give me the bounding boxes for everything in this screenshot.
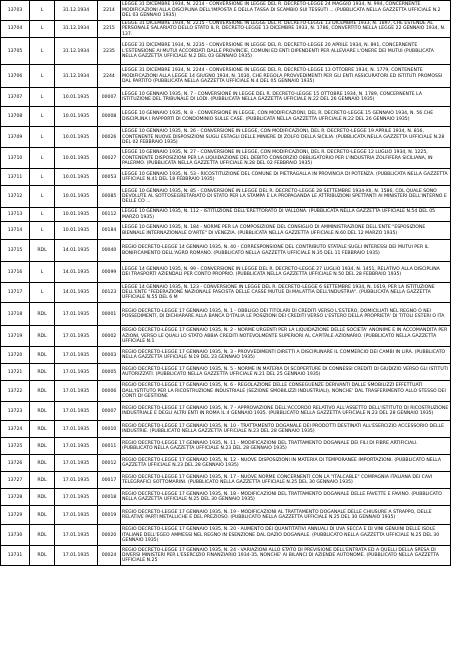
record-number-cell: 13723 [1, 402, 30, 421]
record-text-cell: LEGGE 10 GENNAIO 1935, N. 85 - CONVERSIONE IN LEGGE DEL R. DECRETO-LEGGE 28 SETTEMBRE 1934-XII, N. 1586, COL QUALE SONO DEVOLUTE AL SOTTOSEGRETARIATO DI STATO PER LA STAMPA E LA PROPAGANDA LE ATTRIBUZIONI SPETTANTI AI MINISTERI DELL'INTERNO E DELLE CO ... [121, 186, 451, 208]
record-code-cell: 00001 [98, 303, 121, 326]
record-code-cell: 00007 [98, 88, 121, 107]
record-number-cell: 13707 [1, 88, 30, 107]
record-number-cell: 13728 [1, 489, 30, 506]
record-date-cell: 17.01.1935 [55, 364, 98, 381]
record-date-cell: 17.01.1935 [55, 326, 98, 347]
record-number-cell: 13712 [1, 186, 30, 208]
table-row [1, 240, 451, 262]
record-date-cell: 31.12.1934 [55, 1, 98, 21]
record-code-cell: 00099 [98, 262, 121, 283]
record-text-cell: LEGGE 10 GENNAIO 1935, N. 53 - RICOSTITUZIONE DEL COMUNE DI PIETRAGALLA IN PROVINCIA DI POTENZA. (PUBBLICATA NELLA GAZZETTA UFFICIALE N.41 DEL 18 FEBBRAIO 1935) [121, 169, 451, 186]
record-number-cell: 13711 [1, 169, 30, 186]
record-type-cell: RDL [30, 455, 55, 472]
record-date-cell: 17.01.1935 [55, 455, 98, 472]
record-code-cell: 00006 [98, 381, 121, 402]
record-text-cell: REGIO DECRETO-LEGGE 17 GENNAIO 1935, N. 6 - REGOLAZIONE DELLE CONSEGUENZE DERIVANTI DALLE SMOBILIZZI EFFETTUATI DALL'ISTITUTO PER LA RICOSTRUZIONE INDUSTRIALE (SEZIONE SMOBILIZZI INDUSTRIALI), NONCHE' DAL TRASFERIMENTO ALLO STESSO DEI CONTI DI GESTIONE [121, 381, 451, 402]
record-type-cell: L [30, 1, 55, 21]
record-type-cell: RDL [30, 438, 55, 455]
record-text-cell: LEGGE 14 GENNAIO 1935, N. 99 - CONVERSIONE IN LEGGE DEL R. DECRETO-LEGGE 27 LUGLIO 1934, N. 1451, RELATIVO ALLA DISCIPLINA DEI TRASPORTI AZIENDALI PER CONTO PROPRIO. (PUBBLICATA NELLA GAZZETTA UFFICIALE N.50 DEL 28 FEBBRAIO 1935) [121, 262, 451, 283]
record-code-cell: 00005 [98, 364, 121, 381]
record-text-cell: REGIO DECRETO-LEGGE 14 GENNAIO 1935, N. 40 - CORRESPONSIONE DEL CONTRIBUTO STATALE SUGLI INTERESSI DEI MUTUI PER IL BONIFICAMENTO DELL'AGRO ROMANO. (PUBBLICATO NELLA GAZZETTA UFFICIALE N.35 DEL 11 FEBBRAIO 1935) [121, 240, 451, 262]
record-code-cell: 00040 [98, 240, 121, 262]
table-row [1, 38, 451, 65]
record-text-cell: LEGGE 14 GENNAIO 1935, N. 123 - CONVERSIONE IN LEGGE DEL R. DECRETO-LEGGE 6 SETTEMBRE 1934, N. 1619, PER LA ISTITUZIONE DELL'ENTE "FEDERAZIONE NAZIONALE FASCISTA DELLE CASSE MUTUE DI MALATTIA DELL'INDUSTRIA". (PUBBLICATA NELLA GAZZETTA UFFICIALE N.55 DEL 6 M [121, 283, 451, 303]
record-code-cell: 00008 [98, 107, 121, 127]
record-date-cell: 31.12.1934 [55, 65, 98, 88]
record-date-cell: 17.01.1935 [55, 438, 98, 455]
record-date-cell: 17.01.1935 [55, 347, 98, 364]
record-number-cell: 13716 [1, 262, 30, 283]
record-date-cell: 17.01.1935 [55, 402, 98, 421]
record-type-cell: L [30, 127, 55, 148]
record-type-cell: RDL [30, 506, 55, 525]
table-row [1, 438, 451, 455]
record-date-cell: 10.01.1935 [55, 222, 98, 240]
record-text-cell: REGIO DECRETO-LEGGE 17 GENNAIO 1935, N. 7 - APPROVAZIONE DELL'ACCORDO RELATIVO ALL'ASSETTO DELL'ISTITUTO DI RICOSTRUZIONE INDUSTRIALE E DEGLI ALTRI ENTI IN ROMA IL 4 GENNAIO 1935. (PUBBLICATO NELLA GAZZETTA UFFICIALE N.23 DEL 28 GENNAIO 1935) [121, 402, 451, 421]
record-type-cell: RDL [30, 421, 55, 438]
record-code-cell: 00026 [98, 127, 121, 148]
record-text-cell: REGIO DECRETO-LEGGE 17 GENNAIO 1935, N. 2 - NORME URGENTI PER LA LIQUIDAZIONE DELLE SOCIETA' ANONIME E IN ACCOMANDITA PER AZIONI, VERSO LE QUALI LO STATO ABBIA CREDITI NOTEVOLMENTE SUPERIORI AL CAPITALE AZIONARIO. (PUBBLICATO NELLA GAZZETTA UFFICIALE N.1 [121, 326, 451, 347]
record-number-cell: 13703 [1, 1, 30, 21]
record-date-cell: 17.01.1935 [55, 303, 98, 326]
record-text-cell: REGIO DECRETO-LEGGE 17 GENNAIO 1935, N. 19 - MODIFICAZIONI AL TRATTAMENTO DOGANALE DELLE CHIUSURE A STRAPPO, DELLE RELATIVE PARTI METALLICHE E DEL PREZIOSO. (PUBBLICATO NELLA GAZZETTA UFFICIALE N.25 DEL 30 GENNAIO 1935) [121, 506, 451, 525]
record-number-cell: 13720 [1, 347, 30, 364]
record-text-cell: LEGGE 31 DICEMBRE 1934, N. 2244 - CONVERSIONE IN LEGGE DEL R. DECRETO-LEGGE 13 OTTOBRE 1934, N. 1779, CONTENENTE MODIFICAZIONI ALLA LEGGE 14 GIUGNO 1934, N. 1030, CHE REGOLA PROVVEDIMENTI PER GLI ENTI ASSICURATORI ED ISTITUTI PROMOSSI DAL PARTITO (PUBBLICATA NELLA GAZZETTA UFFICIALE N.4 DEL 05 GENNAIO 1935) [121, 65, 451, 88]
table-row [1, 222, 451, 240]
record-type-cell: L [30, 262, 55, 283]
record-date-cell: 14.01.1935 [55, 283, 98, 303]
table-row [1, 546, 451, 566]
record-date-cell: 17.01.1935 [55, 546, 98, 566]
record-text-cell: LEGGE 31 DICEMBRE 1934, N. 2214 - CONVERSIONE IN LEGGE DEL R. DECRETO-LEGGE 24 MAGGIO 1934, N. 994, CONCERNENTE MODIFICAZIONI ALLA DISCIPLINA DELL'IMPOSTA E DELLA TASSA DI SCAMBIO SUI TESSUTI ... (PUBBLICATA NELLA GAZZETTA UFFICIALE N.2 DEL 03 GENNAIO 1935) [121, 1, 451, 21]
record-code-cell: 2235 [98, 38, 121, 65]
table-row [1, 364, 451, 381]
record-number-cell: 13717 [1, 283, 30, 303]
record-type-cell: L [30, 222, 55, 240]
table-row [1, 1, 451, 21]
table-row [1, 402, 451, 421]
record-date-cell: 17.01.1935 [55, 381, 98, 402]
record-number-cell: 13710 [1, 148, 30, 169]
record-code-cell: 00019 [98, 506, 121, 525]
record-text-cell: REGIO DECRETO-LEGGE 17 GENNAIO 1935, N. 24 - VARIAZIONI ALLO STATO DI PREVISIONE DELL'ENTRATA ED A QUELLI DELLA SPESA DI DIVERSI MINISTERI PER L'ESERCIZIO FINANZIARIO 1934-35, NONCHE' AI BILANCI DI AZIENDE AUTONOME. (PUBBLICATO NELLA GAZZETTA UFFICIALE N.25 [121, 546, 451, 566]
record-number-cell: 13713 [1, 208, 30, 222]
record-date-cell: 10.01.1935 [55, 208, 98, 222]
record-type-cell: RDL [30, 402, 55, 421]
record-code-cell: 00017 [98, 472, 121, 489]
record-date-cell: 14.01.1935 [55, 262, 98, 283]
record-date-cell: 17.01.1935 [55, 421, 98, 438]
record-type-cell: RDL [30, 347, 55, 364]
record-text-cell: REGIO DECRETO-LEGGE 17 GENNAIO 1935, N. 3 - PROVVEDIMENTI DIRETTI A DISCIPLINARE IL COMMERCIO DEI CAMBI IN LIRA. (PUBBLICATO NELLA GAZZETTA UFFICIALE N.19 DEL 23 GENNAIO 1935) [121, 347, 451, 364]
record-date-cell: 31.12.1934 [55, 21, 98, 38]
table-row [1, 283, 451, 303]
table-row [1, 472, 451, 489]
table-row [1, 262, 451, 283]
record-number-cell: 13730 [1, 525, 30, 546]
record-type-cell: RDL [30, 364, 55, 381]
record-text-cell: REGIO DECRETO-LEGGE 17 GENNAIO 1935, N. 5 - NORME IN MATERIA DI SCOPERTURE DI CONNESSI CREDITI DI GIUDIZIO VERSO GLI ISTITUTI AUTORIZZATI. (PUBBLICATO NELLA GAZZETTA UFFICIALE N.21 DEL 25 GENNAIO 1935) [121, 364, 451, 381]
record-type-cell: RDL [30, 525, 55, 546]
record-code-cell: 00012 [98, 455, 121, 472]
record-date-cell: 10.01.1935 [55, 88, 98, 107]
record-type-cell: L [30, 208, 55, 222]
record-number-cell: 13729 [1, 506, 30, 525]
record-type-cell: RDL [30, 381, 55, 402]
record-type-cell: L [30, 186, 55, 208]
record-text-cell: REGIO DECRETO-LEGGE 17 GENNAIO 1935, N. 12 - NUOVE DISPOSIZIONI IN MATERIA DI TEMPORANEE IMPORTAZIONI. (PUBBLICATO NELLA GAZZETTA UFFICIALE N.23 DEL 28 GENNAIO 1935) [121, 455, 451, 472]
table-row [1, 525, 451, 546]
record-code-cell: 2244 [98, 65, 121, 88]
record-number-cell: 13724 [1, 421, 30, 438]
record-date-cell: 10.01.1935 [55, 107, 98, 127]
record-number-cell: 13714 [1, 222, 30, 240]
record-text-cell: LEGGE 10 GENNAIO 1935, N. 184 - NORME PER LA COMPOSIZIONE DEL CONSIGLIO DI AMMINISTRAZIONE DELL'ENTE "ESPOSIZIONE BIENNALE INTERNAZIONALE D'ARTE" DI VENEZIA. (PUBBLICATA NELLA GAZZETTA UFFICIALE N.60 DEL 12 MARZO 1935) [121, 222, 451, 240]
record-code-cell: 00007 [98, 402, 121, 421]
record-text-cell: LEGGE 10 GENNAIO 1935, N. 7 - CONVERSIONE IN LEGGE DEL R. DECRETO-LEGGE 15 OTTOBRE 1934, N. 1789, CONCERNENTE LA ISTITUZIONE DEL TRIBUNALE DI LODI. (PUBBLICATA NELLA GAZZETTA UFFICIALE N.22 DEL 26 GENNAIO 1935) [121, 88, 451, 107]
table-row [1, 148, 451, 169]
record-number-cell: 13705 [1, 38, 30, 65]
record-type-cell: L [30, 169, 55, 186]
record-type-cell: RDL [30, 546, 55, 566]
record-type-cell: L [30, 21, 55, 38]
table-row [1, 303, 451, 326]
record-text-cell: REGIO DECRETO-LEGGE 17 GENNAIO 1935, N. 1 - OBBLIGO DEI TITOLARI DI CREDITI VERSO L'ESTERO, DOMICILIATI NEL REGNO O NEI POSSEDIMENTI, DI DICHIARARE ALLA BANCA D'ITALIA LE POSIZIONI DEI CREDITI VERSO L'ESTERO DELLA PROPRIETA' DI TITOLI ESTERI O ITA [121, 303, 451, 326]
record-type-cell: RDL [30, 472, 55, 489]
record-number-cell: 13725 [1, 438, 30, 455]
record-code-cell: 00020 [98, 525, 121, 546]
table-row [1, 169, 451, 186]
record-date-cell: 10.01.1935 [55, 127, 98, 148]
record-code-cell: 00085 [98, 186, 121, 208]
record-date-cell: 10.01.1935 [55, 148, 98, 169]
record-number-cell: 13731 [1, 546, 30, 566]
table-row [1, 347, 451, 364]
record-code-cell: 00010 [98, 421, 121, 438]
record-code-cell: 2215 [98, 21, 121, 38]
record-code-cell: 00123 [98, 283, 121, 303]
record-text-cell: REGIO DECRETO-LEGGE 17 GENNAIO 1935, N. 17 - NUOVE NORME CONCERNENTI CON LA "ITALCABLE" COMPAGNIA ITALIANA DEI CAVI TELEGRAFICI SOTTOMARINI. (PUBBLICATO NELLA GAZZETTA UFFICIALE N.25 DEL 30 GENNAIO 1935) [121, 472, 451, 489]
record-number-cell: 13718 [1, 303, 30, 326]
record-number-cell: 13715 [1, 240, 30, 262]
record-date-cell: 17.01.1935 [55, 506, 98, 525]
record-code-cell: 00112 [98, 208, 121, 222]
record-type-cell: RDL [30, 489, 55, 506]
record-code-cell: 2214 [98, 1, 121, 21]
record-date-cell: 14.01.1935 [55, 240, 98, 262]
table-row [1, 506, 451, 525]
record-type-cell: RDL [30, 240, 55, 262]
table-row [1, 208, 451, 222]
record-text-cell: REGIO DECRETO-LEGGE 17 GENNAIO 1935, N. 20 - AUMENTO DEI QUANTITATIVI ANNUALI DI UVA SECCA E DI VINI GENUINI DELLE ISOLE ITALIANE DELL'EGEO AMMESSI NEL REGNO IN ESENZIONE DAL DAZIO DOGANALE. (PUBBLICATO NELLA GAZZETTA UFFICIALE N.25 DEL 30 GENNAIO 1935) [121, 525, 451, 546]
record-number-cell: 13708 [1, 107, 30, 127]
table-row [1, 326, 451, 347]
record-code-cell: 00018 [98, 489, 121, 506]
record-type-cell: L [30, 283, 55, 303]
record-code-cell: 00002 [98, 326, 121, 347]
record-code-cell: 00053 [98, 169, 121, 186]
table-row [1, 421, 451, 438]
record-code-cell: 00003 [98, 347, 121, 364]
record-date-cell: 10.01.1935 [55, 169, 98, 186]
record-number-cell: 13727 [1, 472, 30, 489]
record-number-cell: 13706 [1, 65, 30, 88]
record-code-cell: 00027 [98, 148, 121, 169]
table-row [1, 381, 451, 402]
record-text-cell: REGIO DECRETO-LEGGE 17 GENNAIO 1935, N. 18 - MODIFICAZIONI DEL TRATTAMENTO DOGANALE DELLE FAVETTE E FAVINO. (PUBBLICATO NELLA GAZZETTA UFFICIALE N.25 DEL 30 GENNAIO 1935) [121, 489, 451, 506]
record-code-cell: 00011 [98, 438, 121, 455]
record-type-cell: L [30, 107, 55, 127]
record-number-cell: 13722 [1, 381, 30, 402]
table-row [1, 65, 451, 88]
record-date-cell: 17.01.1935 [55, 472, 98, 489]
record-text-cell: LEGGE 10 GENNAIO 1935, N. 8 - CONVERSIONE IN LEGGE, CON MODIFICAZIONI, DEL R. DECRETO-LEGGE 15 GENNAIO 1934, N. 56 CHE DISCIPLINA I RAPPORTI DI CONDOMINIO SULLE CASE. (PUBBLICATA NELLA GAZZETTA UFFICIALE N.22 DEL 26 GENNAIO 1935) [121, 107, 451, 127]
record-text-cell: REGIO DECRETO-LEGGE 17 GENNAIO 1935, N. 10 - TRATTAMENTO DOGANALE DEI PRODOTTI DESTINATI ALL'ESERCIZIO ACCESSORIO DELLE INDUSTRIE. (PUBBLICATO NELLA GAZZETTA UFFICIALE N.23 DEL 28 GENNAIO 1935) [121, 421, 451, 438]
record-text-cell: REGIO DECRETO-LEGGE 17 GENNAIO 1935, N. 11 - MODIFICAZIONI DEL TRATTAMENTO DOGANALE DEI FILI DI FIBRE ARTIFICIALI. (PUBBLICATO NELLA GAZZETTA UFFICIALE N.23 DEL 28 GENNAIO 1935) [121, 438, 451, 455]
table-row [1, 88, 451, 107]
table-row [1, 489, 451, 506]
record-text-cell: LEGGE 31 DICEMBRE 1934, N. 2215 - CONVERSIONE IN LEGGE DEL R. DECRETO-LEGGE 13 DICEMBRE 1933, N. 1897, CHE ESTENDE AL PERSONALE SALARIATO DELLO STATO IL R. DECRETO-LEGGE 13 DICEMBRE 1933, N. 1786, CONVERTITO NELLA LEGGE 22 GENNAIO 1934, N. 137. [121, 21, 451, 38]
record-date-cell: 31.12.1934 [55, 38, 98, 65]
record-number-cell: 13719 [1, 326, 30, 347]
table-row [1, 186, 451, 208]
record-text-cell: LEGGE 10 GENNAIO 1935, N. 112 - ISTITUZIONE DELL'ERETTORATO DI VALLONA. (PUBBLICATA NELLA GAZZETTA UFFICIALE N.54 DEL 05 MARZO 1935) [121, 208, 451, 222]
record-number-cell: 13704 [1, 21, 30, 38]
table-row [1, 127, 451, 148]
record-date-cell: 17.01.1935 [55, 525, 98, 546]
record-number-cell: 13721 [1, 364, 30, 381]
record-code-cell: 00024 [98, 546, 121, 566]
record-code-cell: 00184 [98, 222, 121, 240]
table-row [1, 455, 451, 472]
record-type-cell: RDL [30, 326, 55, 347]
record-type-cell: RDL [30, 303, 55, 326]
record-text-cell: LEGGE 10 GENNAIO 1935, N. 27 - CONVERSIONE IN LEGGE, CON MODIFICAZIONI, DEL R. DECRETO-LEGGE 12 LUGLIO 1934, N. 1225, CONTENENTE DISPOSIZIONI PER LA LIQUIDAZIONE DEL DEBITO CONSORZIO OBBLIGATORIO PER L'INDUSTRIA ZOLFIFERA SICILIANA, IN PALERMO. (PUBBLICATA NELLA GAZZETTA UFFICIALE N.28 DEL 02 FEBBRAIO 1935) [121, 148, 451, 169]
record-date-cell: 17.01.1935 [55, 489, 98, 506]
record-number-cell: 13709 [1, 127, 30, 148]
record-number-cell: 13726 [1, 455, 30, 472]
record-date-cell: 10.01.1935 [55, 186, 98, 208]
record-type-cell: L [30, 88, 55, 107]
table-row [1, 107, 451, 127]
record-type-cell: L [30, 65, 55, 88]
record-text-cell: LEGGE 10 GENNAIO 1935, N. 26 - CONVERSIONE IN LEGGE, CON MODIFICAZIONI, DEL R. DECRETO-LEGGE 19 APRILE 1934, N. 816, CONTENENTE NUOVE DISPOSIZIONI SUGLI ESTAGLI DELLE MINIERE DI ZOLFO DELLA SICILIA. (PUBBLICATA NELLA GAZZETTA UFFICIALE N.28 DEL 02 FEBBRAIO 1935) [121, 127, 451, 148]
table-row [1, 21, 451, 38]
record-text-cell: LEGGE 31 DICEMBRE 1934, N. 2235 - CONVERSIONE IN LEGGE DEL R. DECRETO-LEGGE 20 APRILE 1934, N. 891, CONCERNENTE L'ESTENSIONE AI MUTUI ACCORDATI DALLE PROVINCIE, COMUNI ED ENTI DIPENDENTI PER ALLEVIARE L'ONERE DEI MUTUI (PUBBLICATA NELLA GAZZETTA UFFICIALE N.2 DEL 03 GENNAIO 1935) [121, 38, 451, 65]
record-type-cell: L [30, 148, 55, 169]
record-type-cell: L [30, 38, 55, 65]
